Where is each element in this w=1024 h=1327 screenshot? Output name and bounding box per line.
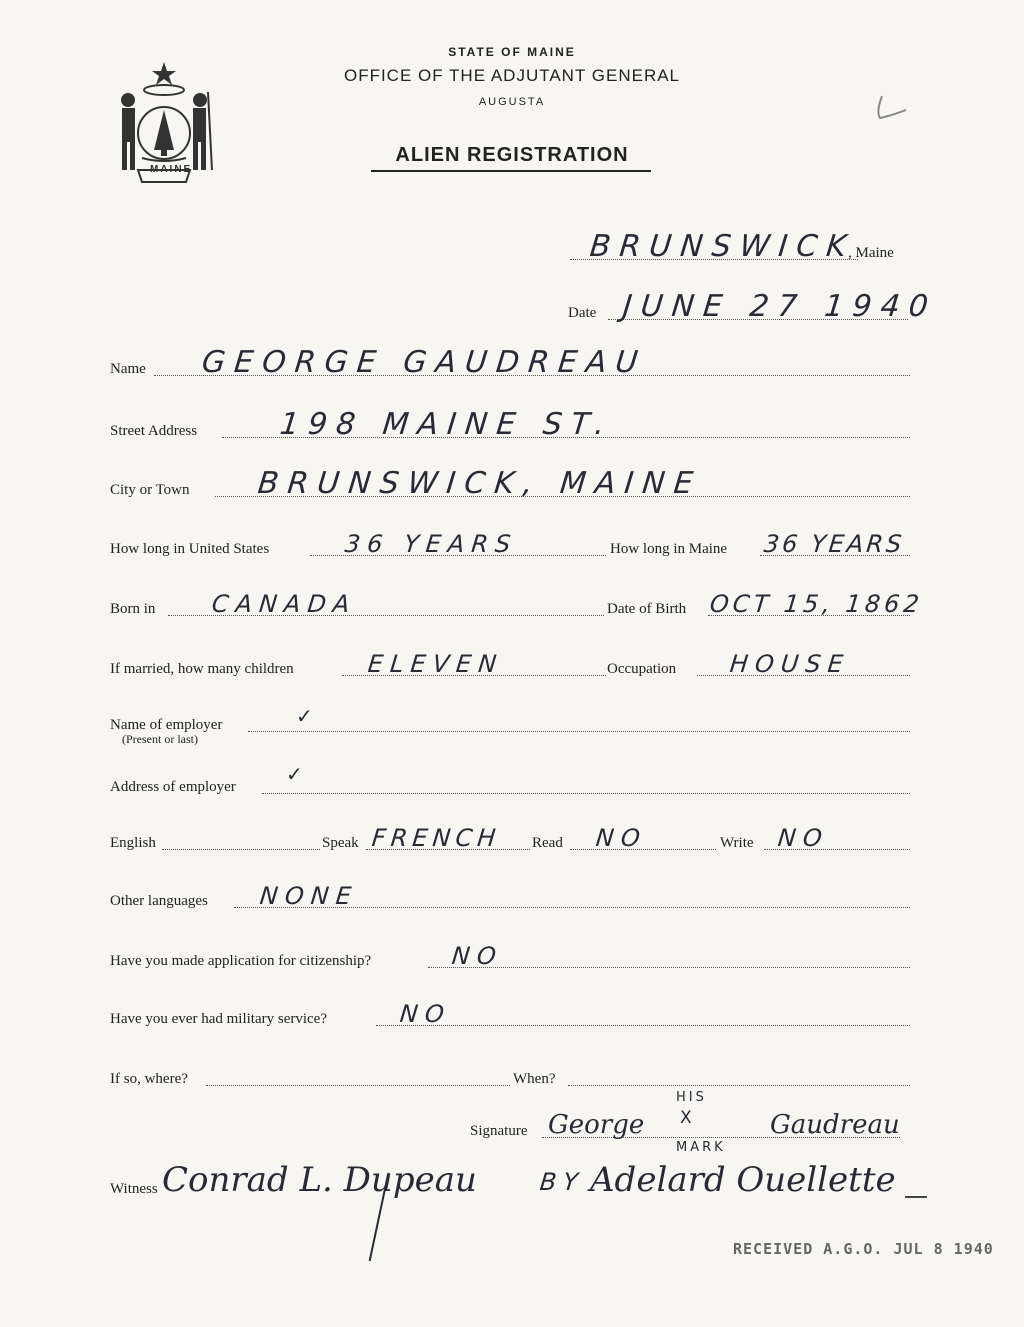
other-languages-value: NONE [258,882,360,910]
children-value: ELEVEN [366,650,505,678]
write-value: NO [776,824,831,852]
city-value: BRUNSWICK, MAINE [256,466,704,501]
citizenship-value: NO [450,942,505,970]
received-stamp: RECEIVED A.G.O. JUL 8 1940 [733,1240,994,1258]
speak-label: Speak [322,835,359,851]
military-value: NO [398,1000,453,1028]
how-long-us-value: 36 YEARS [343,530,519,558]
military-label: Have you ever had military service? [110,1011,327,1027]
read-label: Read [532,835,563,851]
employer-address-label: Address of employer [110,779,236,795]
street-label: Street Address [110,423,198,439]
how-long-maine-value: 36 YEARS [762,530,906,558]
english-label: English [110,835,156,851]
when-label: When? [513,1071,556,1087]
signature-his: HIS [676,1090,707,1105]
speak-value: FRENCH [370,824,502,852]
children-label: If married, how many children [110,661,294,677]
employer-label: Name of employer [110,717,223,733]
military-row [110,998,915,1028]
how-long-row [110,528,915,558]
dob-value: OCT 15, 1862 [708,590,925,618]
witness-by-value: Adelard Ouellette [590,1160,896,1200]
employer-address-row [110,762,915,796]
employer-address-dots [262,793,910,794]
town-value: BRUNSWICK [588,229,857,264]
signature-first: George [548,1110,645,1140]
other-languages-label: Other languages [110,893,208,909]
employer-dots [248,731,910,732]
how-long-maine-label: How long in Maine [610,541,728,557]
born-in-label: Born in [110,601,156,617]
dob-label: Date of Birth [607,601,687,617]
street-row [110,407,915,442]
military-dots [376,1025,910,1026]
header-office: OFFICE OF THE ADJUTANT GENERAL [343,66,681,85]
read-value: NO [594,824,649,852]
town-row [560,229,920,264]
name-row [110,345,915,380]
signature-last: Gaudreau [770,1110,900,1140]
occupation-value: HOUSE [728,650,852,678]
signature-mark: MARK [676,1140,726,1155]
name-label: Name [110,361,146,377]
seal-banner-text: MAINE [150,164,193,175]
form-title: ALIEN REGISTRATION [395,144,629,166]
birth-row [110,588,925,618]
citizenship-label: Have you made application for citizenship? [110,953,372,969]
city-row [110,466,915,501]
english-dots [162,849,320,850]
employer-check: ✓ [296,704,313,728]
check-mark-icon [872,92,912,122]
employer-row [110,704,915,738]
date-value: JUNE 27 1940 [621,289,939,324]
witness-value: Conrad L. Dupeau [162,1160,477,1200]
english-row [110,822,915,852]
where-row [110,1058,915,1088]
date-row [568,289,939,324]
occupation-label: Occupation [607,661,677,677]
name-value: GEORGE GAUDREAU [200,345,649,380]
children-row [110,648,915,678]
city-label: City or Town [110,482,190,498]
employer-address-check: ✓ [286,762,303,786]
signature-x: X [680,1108,695,1128]
header-city: AUGUSTA [478,96,546,108]
how-long-us-label: How long in United States [110,541,270,557]
date-label: Date [568,305,597,321]
employer-sublabel: (Present or last) [122,732,198,746]
witness-row [110,1160,930,1200]
born-in-value: CANADA [210,590,358,618]
witness-label: Witness [110,1181,158,1197]
where-dots [206,1085,510,1086]
other-languages-row [110,880,915,910]
citizenship-row [110,940,915,970]
where-label: If so, where? [110,1071,188,1087]
write-label: Write [720,835,754,851]
header-state: STATE OF MAINE [448,45,576,59]
title-underline [371,170,651,172]
signature-label: Signature [470,1123,528,1139]
street-value: 198 MAINE ST. [278,407,616,442]
when-dots [568,1085,910,1086]
witness-by-label: BY [538,1168,587,1196]
signature-dash [905,1196,927,1198]
town-suffix: , Maine [848,245,894,261]
